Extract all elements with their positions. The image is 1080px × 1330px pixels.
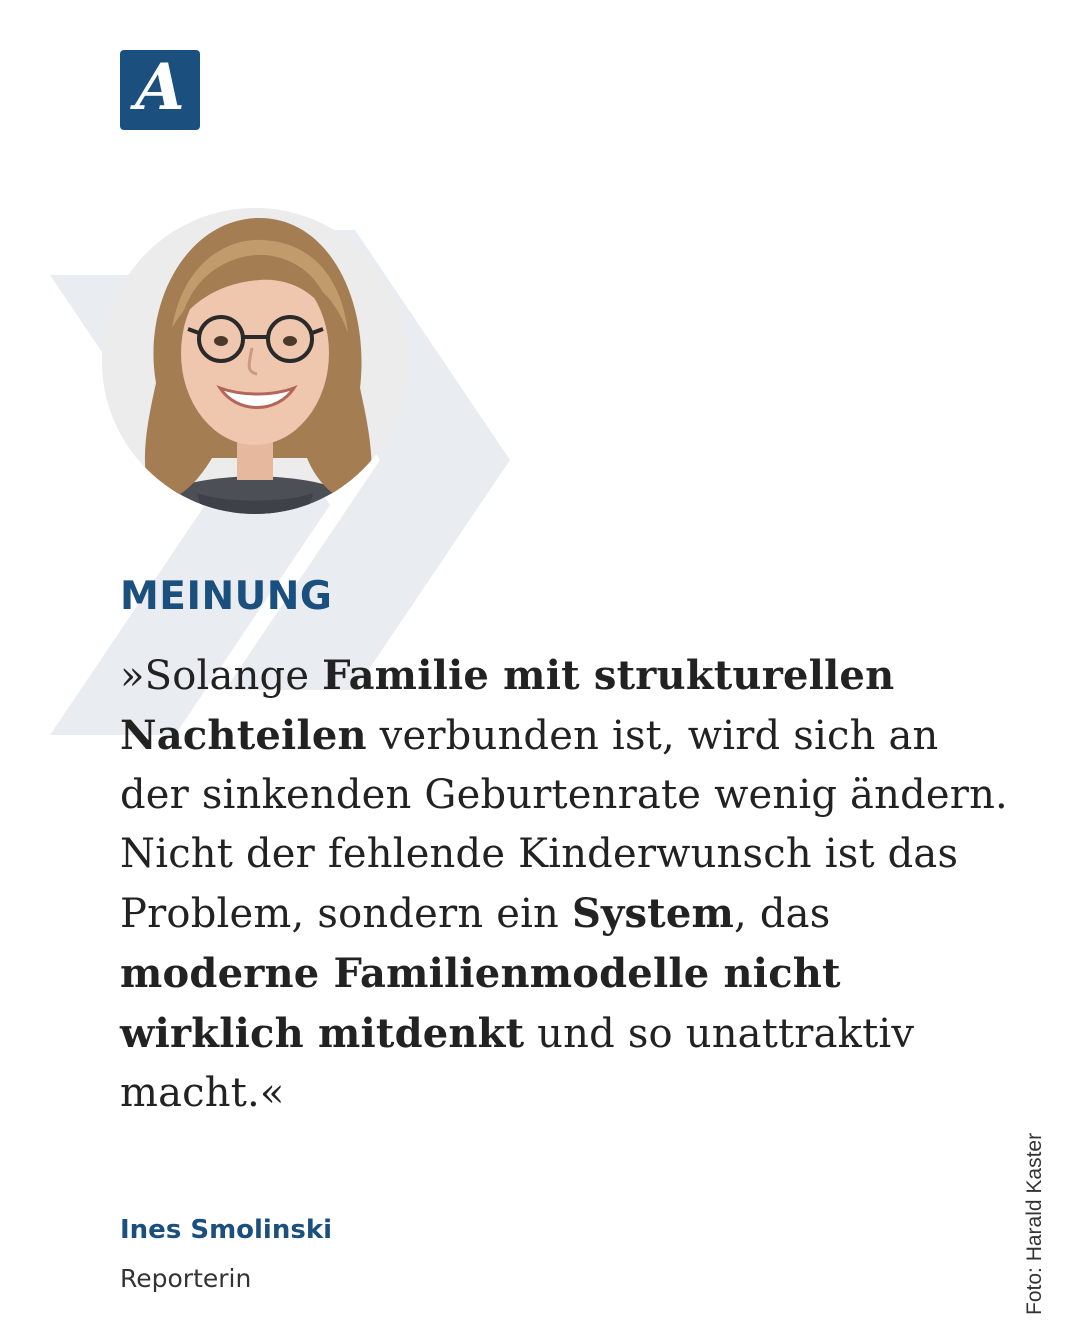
logo-letter: A [135,50,185,125]
photo-credit: Foto: Harald Kaster [1023,1132,1046,1315]
quote-segment-bold: moderne Familienmodelle nicht wirklich mitdenkt [120,950,841,1057]
quote-segment-bold: Familie mit strukturellen Nachteilen [120,652,895,759]
quote-segment: »Solange [120,653,323,699]
quote-segment-bold: System [571,890,735,937]
quote-segment: und so unattraktiv macht.« [120,1011,915,1116]
quote-text [120,646,1020,1123]
brand-logo [120,50,200,130]
author-role: Reporterin [120,1264,252,1293]
portrait-illustration [102,208,408,514]
author-name: Ines Smolinski [120,1215,333,1245]
author-portrait [102,208,408,514]
category-label: MEINUNG [120,574,333,619]
quote-segment: , das [734,891,831,937]
quote-segment: verbunden ist, wird sich an der sinkenden Geburtenrate wenig ändern. Nicht der fehlende Kinderwunsch ist das Problem, sondern ein [120,713,1008,937]
